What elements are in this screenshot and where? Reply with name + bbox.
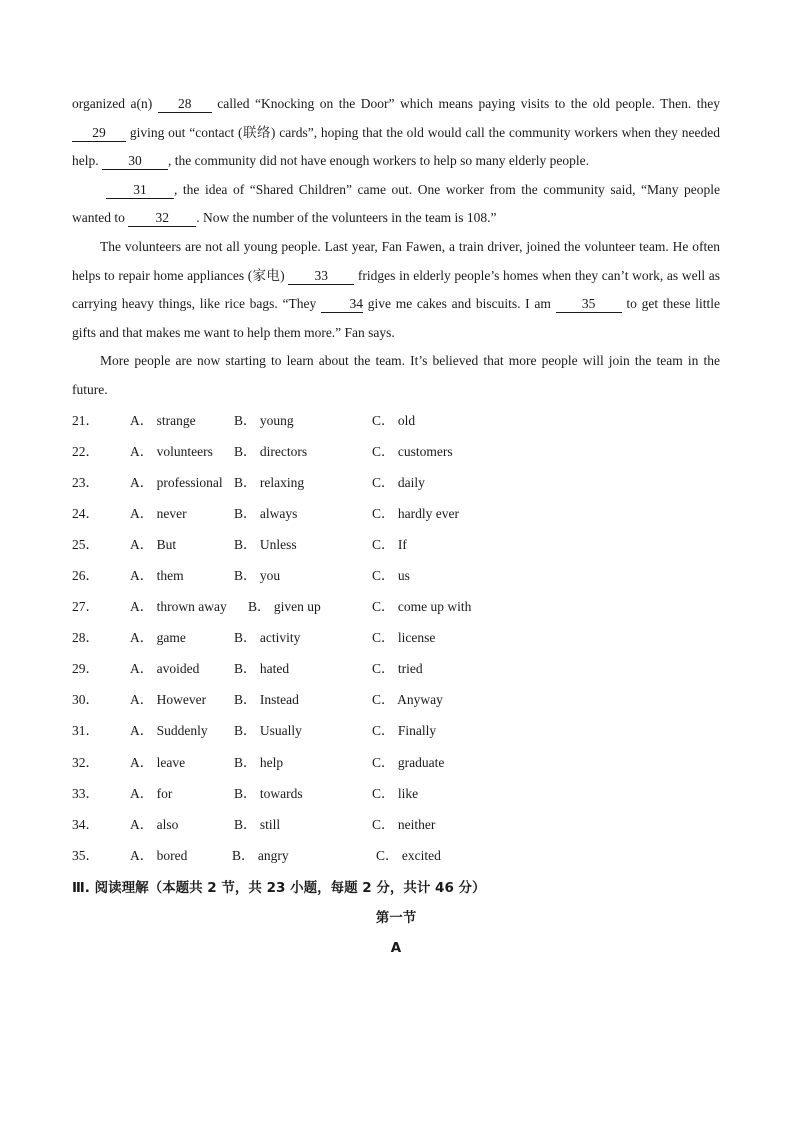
- question-row: [72, 405, 720, 436]
- option-a: A． professional: [130, 474, 223, 490]
- question-row: [72, 715, 720, 746]
- option-a: A． also: [130, 816, 179, 832]
- option-c: C． graduate: [372, 754, 445, 770]
- option-b: B． Instead: [234, 692, 299, 708]
- option-b: B． directors: [234, 443, 308, 459]
- blank-33: 33: [288, 268, 354, 285]
- question-number: 31．: [72, 723, 99, 739]
- option-b: B． towards: [234, 785, 303, 801]
- option-b: B． you: [234, 568, 281, 583]
- option-a: A． leave: [130, 754, 186, 770]
- exam-page: [72, 90, 720, 963]
- question-number: 30．: [72, 692, 99, 708]
- blank-35: 35: [556, 296, 622, 313]
- question-row: [72, 560, 720, 591]
- option-b: B． help: [234, 754, 284, 770]
- question-number: 21．: [72, 412, 99, 428]
- question-number: 32．: [72, 754, 99, 770]
- question-row: [72, 684, 720, 715]
- question-row: [72, 778, 720, 809]
- option-b: B． hated: [234, 661, 290, 677]
- question-row: [72, 747, 720, 778]
- option-c: C． license: [372, 630, 436, 646]
- blank-34: 34: [321, 296, 363, 313]
- question-row: [72, 809, 720, 840]
- text-run: , the idea of “Shared Children” came out. One worker from the community said, “Many people wanted to: [72, 181, 720, 226]
- passage-letter-heading: A: [390, 939, 402, 956]
- option-a: A． volunteers: [130, 443, 213, 459]
- question-number: 25．: [72, 536, 99, 552]
- option-b: B． always: [234, 505, 298, 521]
- question-row: [72, 653, 720, 684]
- option-a: A． them: [130, 568, 184, 583]
- question-row: [72, 498, 720, 529]
- option-a: A． However: [130, 692, 207, 708]
- option-a: A． But: [130, 536, 177, 552]
- option-c: C． Anyway: [372, 692, 443, 708]
- question-number: 34．: [72, 816, 99, 832]
- question-number: 33．: [72, 785, 99, 801]
- question-number: 22．: [72, 443, 99, 459]
- option-a: A． thrown away: [130, 599, 227, 615]
- option-b: B． Usually: [234, 723, 302, 739]
- question-number: 24．: [72, 505, 99, 521]
- option-c: C． Finally: [372, 723, 437, 739]
- question-number: 27．: [72, 599, 99, 615]
- question-number: 28．: [72, 630, 99, 646]
- question-number: 29．: [72, 661, 99, 677]
- option-c: C． us: [372, 568, 410, 583]
- option-b: B． angry: [232, 847, 289, 863]
- option-b: B． given up: [248, 599, 321, 615]
- option-a: A． avoided: [130, 661, 200, 677]
- blank-32: 32: [128, 210, 196, 227]
- passage-paragraph-4: More people are now starting to learn about the team. It’s believed that more people will join the team in the future.: [72, 353, 720, 397]
- text-run: to get these little gifts and that makes me want to help them more.” Fan says.: [72, 296, 721, 340]
- blank-30: 30: [102, 153, 168, 170]
- question-row: [72, 840, 720, 871]
- question-row: [72, 529, 720, 560]
- option-c: C． excited: [376, 847, 441, 863]
- question-row: [72, 622, 720, 653]
- option-c: C． like: [372, 785, 419, 801]
- option-b: B． Unless: [234, 536, 297, 552]
- part-heading: 第一节: [375, 909, 417, 926]
- option-b: B． relaxing: [234, 474, 305, 490]
- option-a: A． Suddenly: [130, 723, 208, 739]
- text-run: organized a(n): [72, 96, 158, 111]
- text-run: The volunteers are not all young people. Last year, Fan Fawen, a train driver, joined the volunteer team. He often helps to repair home appliances (家电): [72, 238, 720, 283]
- option-a: A． strange: [130, 412, 196, 428]
- option-c: C． old: [372, 412, 416, 428]
- option-c: C． daily: [372, 474, 425, 490]
- text-run: give me cakes and biscuits. I am: [363, 296, 556, 312]
- text-run: . Now the number of the volunteers in the team is 108.”: [196, 210, 497, 226]
- question-row: [72, 436, 720, 467]
- option-c: C． If: [372, 536, 407, 552]
- answer-options-list: [72, 405, 720, 871]
- option-b: B． activity: [234, 630, 301, 646]
- question-number: 23．: [72, 474, 99, 490]
- option-c: C． come up with: [372, 599, 472, 615]
- passage-paragraph-3: [72, 233, 720, 347]
- option-b: B． still: [234, 816, 281, 832]
- option-a: A． game: [130, 630, 186, 646]
- option-c: C． hardly ever: [372, 505, 459, 521]
- option-a: A． bored: [130, 847, 188, 863]
- question-row: [72, 591, 720, 622]
- section-heading: Ⅲ. 阅读理解（本题共 2 节，共 23 小题，每题 2 分，共计 46 分）: [72, 879, 486, 896]
- text-run: called “Knocking on the Door” which means paying visits to the old people. Then. they: [211, 96, 720, 111]
- option-c: C． neither: [372, 816, 436, 832]
- question-row: [72, 467, 720, 498]
- question-number: 26．: [72, 568, 99, 583]
- text-run: giving out “contact (联络) cards”, hoping that the old would call the community workers when they needed help.: [72, 124, 720, 169]
- passage-paragraph-2: [72, 176, 720, 233]
- blank-28: 28: [158, 96, 212, 113]
- text-run: , the community did not have enough workers to help so many elderly people.: [168, 153, 590, 169]
- question-number: 35．: [72, 847, 99, 863]
- option-a: A． never: [130, 505, 187, 521]
- passage-paragraph-1: [72, 90, 720, 176]
- option-c: C． tried: [372, 661, 423, 677]
- blank-31: 31: [106, 182, 174, 199]
- option-a: A． for: [130, 785, 173, 801]
- text-run: fridges in elderly people’s homes when they can’t work, as well as carrying heavy things, like rice bags. “They: [72, 267, 720, 312]
- option-c: C． customers: [372, 443, 453, 459]
- option-b: B． young: [234, 412, 294, 428]
- blank-29: 29: [72, 125, 126, 142]
